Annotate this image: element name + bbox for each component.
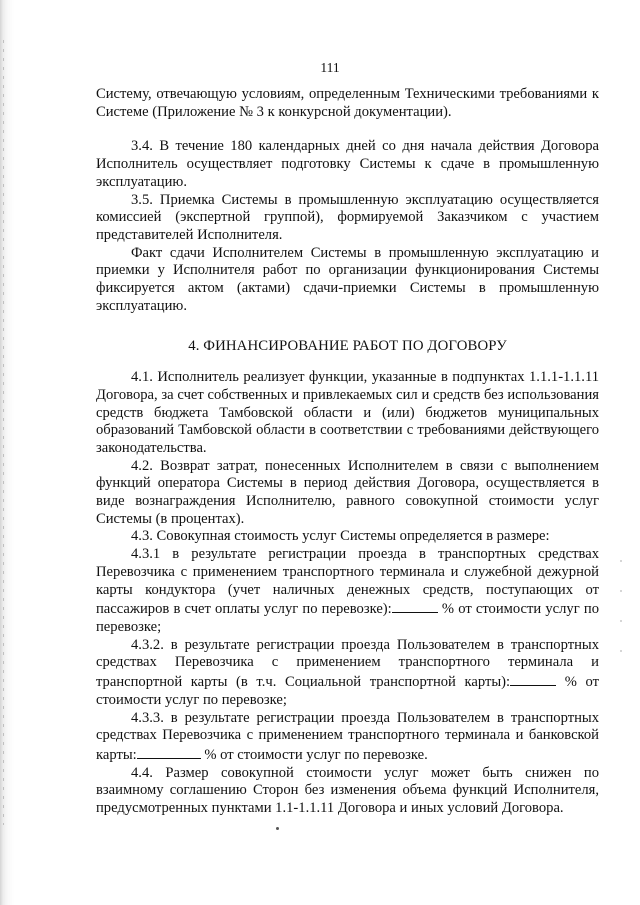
paragraph-4-3: 4.3. Совокупная стоимость услуг Системы определяется в размере:	[131, 528, 550, 545]
clause-text: 4.3.1 в результате регистрации проезда в транспортных средствах Перевозчика с применением транспортного терминала и служебной дежурной карты кондуктора (учет наличных денежных средств, поступающих от пассажиров в счет оплаты услуг по перевозке):	[96, 546, 599, 618]
document-body	[96, 86, 599, 818]
clause-text: 4.3.2. в результате регистрации проезда Пользователем в транспортных средствах Перевозчика с применением транспортного терминала и транспортной карты (в т.ч. Социальной транспортной карты):	[96, 636, 599, 691]
scan-edge-shadow	[0, 0, 14, 905]
clause-tail: % от стоимости услуг по перевозке.	[204, 746, 428, 763]
clause-tail: % от стоимости услуг по перевозке;	[96, 601, 599, 635]
blank-field	[510, 672, 556, 686]
paragraph-system-conditions: Систему, отвечающую условиям, определенным Техническими требованиями к Системе (Приложение № 3 к конкурсной документации).	[96, 86, 599, 120]
scan-noise	[620, 560, 622, 680]
scan-dot	[276, 827, 279, 830]
paragraph-3-5: 3.5. Приемка Системы в промышленную эксплуатацию осуществляется комиссией (экспертной группой), формируемой Заказчиком с участием представителей Исполнителя.	[96, 191, 599, 243]
clause-tail: % от стоимости услуг по перевозке;	[96, 674, 599, 708]
paragraph-3-4: 3.4. В течение 180 календарных дней со дня начала действия Договора Исполнитель осуществляет подготовку Системы к сдаче в промышленную эксплуатацию.	[96, 138, 599, 190]
paragraph-4-3-3	[96, 710, 599, 765]
paragraph-acceptance-act: Факт сдачи Исполнителем Системы в промышленную эксплуатацию и приемки у Исполнителя работ по организации функционирования Системы фиксируется актом (актами) сдачи-приемки Системы в промышленную эксплуатацию.	[96, 244, 599, 314]
blank-field	[392, 599, 438, 613]
blank-field	[137, 745, 201, 759]
paragraph-4-3-1	[96, 546, 599, 637]
page-number: 111	[320, 60, 340, 75]
clause-text: 4.3.3. в результате регистрации проезда Пользователем в транспортных средствах Перевозчика с применением транспортного терминала и банковской карты:	[96, 709, 599, 763]
section-heading-4: 4. ФИНАНСИРОВАНИЕ РАБОТ ПО ДОГОВОРУ	[188, 338, 507, 355]
paragraph-4-2: 4.2. Возврат затрат, понесенных Исполнителем в связи с выполнением функций оператора Системы в период действия Договора, осуществляется в виде вознаграждения Исполнителю, равного совокупной стоимости услуг Системы (в процентах).	[96, 457, 599, 527]
paragraph-4-4: 4.4. Размер совокупной стоимости услуг может быть снижен по взаимному соглашению Сторон без изменения объема функций Исполнителя, предусмотренных пунктами 1.1-1.1.11 Договора и иных условий Договора.	[96, 764, 599, 817]
paragraph-4-3-2	[96, 637, 599, 710]
paragraph-4-1: 4.1. Исполнитель реализует функции, указанные в подпунктах 1.1.1-1.1.11 Договора, за счет собственных и привлекаемых сил и средств без использования средств бюджета Тамбовской области и (или) бюджетов муниципальных образований Тамбовской области в соответствии с требованиями действующего законодательства.	[96, 369, 599, 456]
